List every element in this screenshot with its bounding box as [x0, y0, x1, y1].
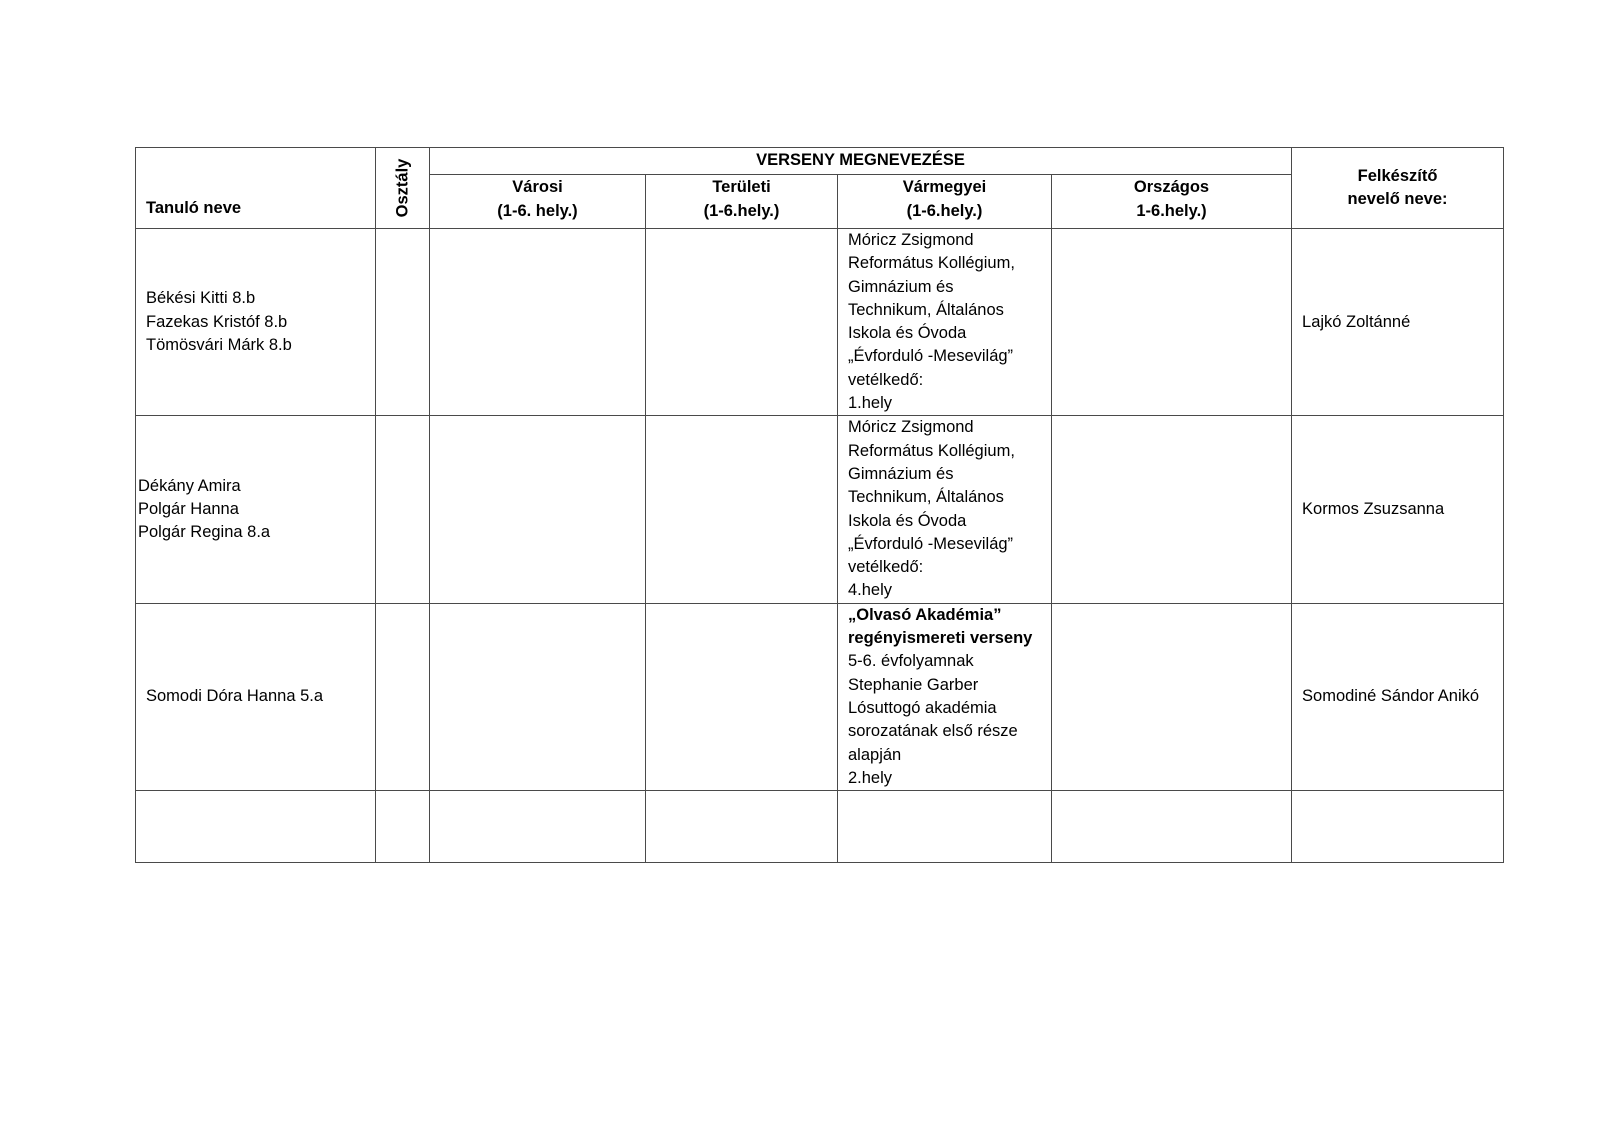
header-city: [430, 175, 646, 229]
table-row: [136, 416, 1504, 603]
class-cell: [376, 603, 430, 790]
county-cell: [838, 416, 1052, 603]
student-name: Dékány Amira: [138, 476, 241, 495]
student-names-cell: [136, 603, 376, 790]
header-teacher-line-2: nevelő neve:: [1347, 190, 1448, 208]
empty-cell: [376, 791, 430, 863]
header-county-line-2: (1-6.hely.): [906, 201, 983, 220]
national-cell: [1052, 416, 1292, 603]
competition-line: Református Kollégium,: [848, 441, 1015, 460]
competition-title-line: „Olvasó Akadémia”: [848, 605, 1002, 624]
placement: 2.hely: [848, 768, 893, 787]
district-cell: [646, 229, 838, 416]
class-cell: [376, 416, 430, 603]
competition-line: „Évforduló -Mesevilág”: [848, 347, 1014, 366]
header-district-line-1: Területi: [712, 178, 771, 197]
city-cell: [430, 416, 646, 603]
empty-cell: [646, 791, 838, 863]
teacher-name: Somodiné Sándor Anikó: [1302, 687, 1480, 706]
header-teacher-line-1: Felkészítő: [1357, 166, 1438, 185]
competition-line: alapján: [848, 745, 902, 764]
competition-title-line: regényismereti verseny: [848, 629, 1033, 648]
competition-line: Technikum, Általános: [848, 488, 1004, 507]
student-name: Békési Kitti 8.b: [146, 289, 256, 308]
empty-cell: [838, 791, 1052, 863]
student-names-cell: [136, 416, 376, 603]
results-table: [135, 147, 1504, 863]
district-cell: [646, 603, 838, 790]
table-row-empty: [136, 791, 1504, 863]
competition-line: Lósuttogó akadémia: [848, 698, 997, 717]
county-cell: [838, 603, 1052, 790]
competition-line: vetélkedő:: [848, 558, 924, 577]
competition-line: Iskola és Óvoda: [848, 511, 967, 530]
teacher-cell: [1292, 229, 1504, 416]
header-student-name: [136, 148, 376, 229]
header-county-line-1: Vármegyei: [902, 178, 987, 197]
student-name: Somodi Dóra Hanna 5.a: [146, 687, 324, 706]
competition-line: Technikum, Általános: [848, 300, 1004, 319]
header-national-line-1: Országos: [1133, 178, 1210, 197]
header-city-line-1: Városi: [512, 178, 563, 197]
header-competition-label: VERSENY MEGNEVEZÉSE: [756, 151, 965, 170]
teacher-name: Kormos Zsuzsanna: [1302, 499, 1445, 518]
header-class-label: Osztály: [392, 158, 411, 218]
competition-line: Móricz Zsigmond: [848, 418, 974, 437]
teacher-cell: [1292, 603, 1504, 790]
district-cell: [646, 416, 838, 603]
header-district: [646, 175, 838, 229]
header-national-line-2: 1-6.hely.): [1136, 201, 1207, 220]
header-competition: [430, 148, 1292, 175]
teacher-name: Lajkó Zoltánné: [1302, 312, 1411, 331]
empty-cell: [136, 791, 376, 863]
county-cell: [838, 229, 1052, 416]
competition-line: „Évforduló -Mesevilág”: [848, 534, 1014, 553]
header-national: [1052, 175, 1292, 229]
placement: 1.hely: [848, 394, 893, 413]
empty-cell: [1052, 791, 1292, 863]
competition-line: Gimnázium és: [848, 464, 954, 483]
competition-line: Stephanie Garber: [848, 675, 979, 694]
city-cell: [430, 229, 646, 416]
competition-line: sorozatának első része: [848, 722, 1018, 741]
header-city-line-2: (1-6. hely.): [497, 201, 578, 220]
national-cell: [1052, 603, 1292, 790]
competition-line: 5-6. évfolyamnak: [848, 652, 974, 671]
city-cell: [430, 603, 646, 790]
competition-line: Iskola és Óvoda: [848, 324, 967, 343]
empty-cell: [1292, 791, 1504, 863]
table-row: [136, 229, 1504, 416]
header-district-line-2: (1-6.hely.): [703, 201, 780, 220]
placement: 4.hely: [848, 581, 893, 600]
table-row: [136, 603, 1504, 790]
competition-line: Gimnázium és: [848, 277, 954, 296]
national-cell: [1052, 229, 1292, 416]
class-cell: [376, 229, 430, 416]
header-county: [838, 175, 1052, 229]
competition-line: Református Kollégium,: [848, 254, 1015, 273]
competition-line: Móricz Zsigmond: [848, 231, 974, 249]
student-name: Polgár Hanna: [138, 499, 239, 518]
student-name: Tömösvári Márk 8.b: [146, 335, 292, 354]
student-names-cell: [136, 229, 376, 416]
competition-line: vetélkedő:: [848, 370, 924, 389]
empty-cell: [430, 791, 646, 863]
teacher-cell: [1292, 416, 1504, 603]
student-name: Polgár Regina 8.a: [138, 523, 271, 542]
header-row-top: [136, 148, 1504, 175]
header-student-name-label: Tanuló neve: [146, 198, 242, 217]
header-class: [376, 148, 430, 229]
header-teacher: [1292, 148, 1504, 229]
student-name: Fazekas Kristóf 8.b: [146, 312, 288, 331]
